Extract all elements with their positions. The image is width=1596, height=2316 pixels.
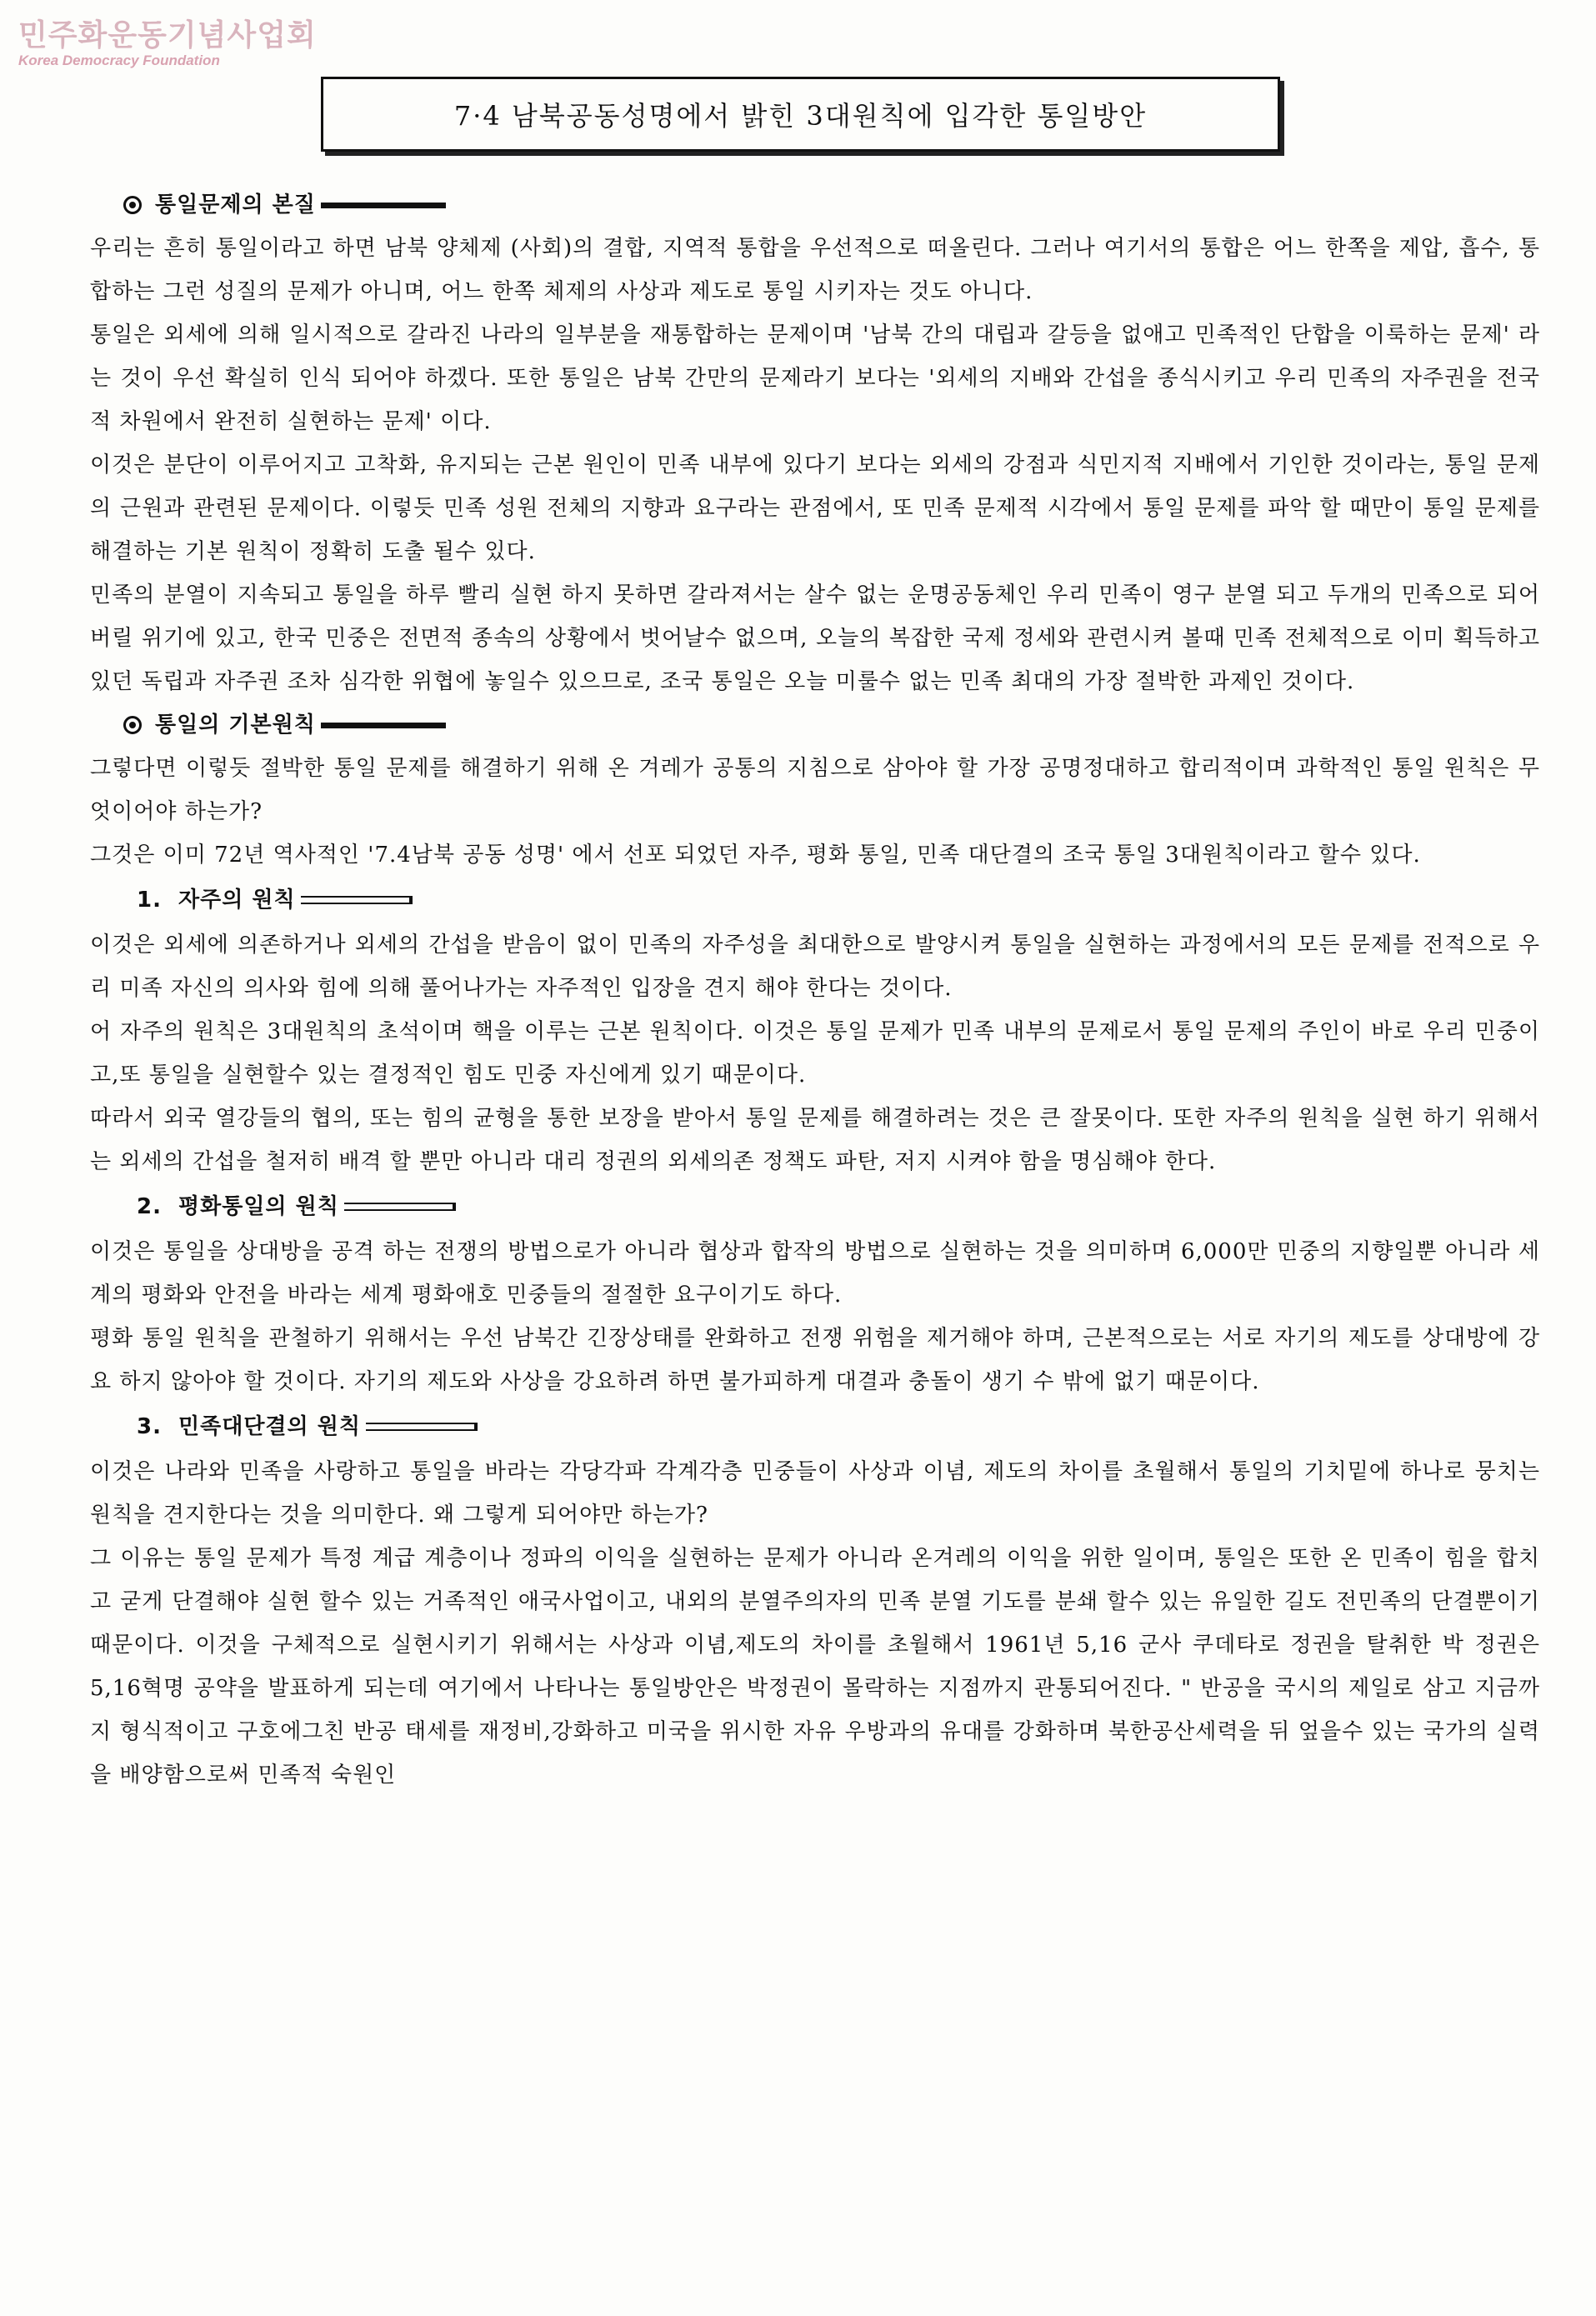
heading-underline-bar [321, 723, 446, 728]
heading-arrow-bar [301, 896, 413, 904]
paragraph: 그렇다면 이렇듯 절박한 통일 문제를 해결하기 위해 온 겨레가 공통의 지침으로 삼아야 할 가장 공명정대하고 합리적이며 과학적인 통일 원칙은 무엇이어야 하는가? [90, 756, 1540, 824]
heading-arrow-bar [366, 1423, 478, 1431]
principle-number: 1. [137, 888, 162, 913]
section-heading-text: 통일의 기본원칙 [155, 713, 316, 738]
heading-underline-bar [321, 203, 446, 208]
section-heading-basic [123, 703, 1540, 747]
paragraph: 평화 통일 원칙을 관철하기 위해서는 우선 남북간 긴장상태를 완화하고 전쟁 위험을 제거해야 하며, 근본적으로는 서로 자기의 제도를 상대방에 강요 하지 않아야 할 것이다. 자기의 제도와 사상을 강요하려 하면 불가피하게 대결과 충돌이 생기 수 밖에 없기 때문이다. [90, 1326, 1540, 1394]
circle-bullet-icon [123, 196, 142, 214]
document-body [90, 183, 1540, 1797]
principle-heading-2 [137, 1183, 1540, 1230]
principle-heading-3 [137, 1403, 1540, 1450]
principle-heading-1 [137, 877, 1540, 923]
paragraph: 그것은 이미 72년 역사적인 '7.4남북 공동 성명' 에서 선포 되었던 자주, 평화 통일, 민족 대단결의 조국 통일 3대원칙이라고 할수 있다. [90, 843, 1421, 868]
principle-heading-text: 평화통일의 원칙 [178, 1194, 339, 1219]
paragraph: 이것은 외세에 의존하거나 외세의 간섭을 받음이 없이 민족의 자주성을 최대한으로 발양시켜 통일을 실현하는 과정에서의 모든 문제를 전적으로 우리 미족 자신의 의사와 힘에 의해 풀어나가는 자주적인 입장을 견지 해야 한다는 것이다. [90, 933, 1540, 1001]
paragraph: 어 자주의 원칙은 3대원칙의 초석이며 핵을 이루는 근본 원칙이다. 이것은 통일 문제가 민족 내부의 문제로서 통일 문제의 주인이 바로 우리 민중이고,또 통일을 실현할수 있는 결정적인 힘도 민중 자신에게 있기 때문이다. [90, 1019, 1540, 1088]
heading-arrow-bar [344, 1203, 456, 1211]
logo-korean-text: 민주화운동기념사업회 [18, 18, 317, 53]
paragraph: 민족의 분열이 지속되고 통일을 하루 빨리 실현 하지 못하면 갈라져서는 살수 없는 운명공동체인 우리 민족이 영구 분열 되고 두개의 민족으로 되어 버릴 위기에 있고, 한국 민중은 전면적 종속의 상황에서 벗어날수 없으며, 오늘의 복잡한 국제 정세와 관련시켜 볼때 민족 전체적으로 이미 획득하고 있던 독립과 자주권 조차 심각한 위협에 놓일수 있으므로, 조국 통일은 오늘 미룰수 없는 민족 최대의 가장 절박한 과제인 것이다. [90, 583, 1540, 694]
principle-heading-text: 민족대단결의 원칙 [178, 1414, 361, 1439]
principle-number: 3. [137, 1414, 162, 1439]
paragraph: 그 이유는 통일 문제가 특정 계급 계층이나 정파의 이익을 실현하는 문제가 아니라 온겨레의 이익을 위한 일이며, 통일은 또한 온 민족이 힘을 합치고 굳게 단결해야 실현 할수 있는 거족적인 애국사업이고, 내외의 분열주의자의 민족 분열 기도를 분쇄 할수 있는 유일한 길도 전민족의 단결뿐이기 때문이다. 이것을 구체적으로 실현시키기 위해서는 사상과 이념,제도의 차이를 초월해서 1961년 5,16 군사 쿠데타로 정권을 탈취한 박 정권은 5,16혁명 공약을 발표하게 되는데 여기에서 나타나는 통일방안은 박정권이 몰락하는 지점까지 관통되어진다. " 반공을 국시의 제일로 삼고 지금까지 형식적이고 구호에그친 반공 태세를 재정비,강화하고 미국을 위시한 자유 우방과의 유대를 강화하며 북한공산세력을 뒤 엎을수 있는 국가의 실력을 배양함으로써 민족적 숙원인 [90, 1546, 1540, 1788]
paragraph: 따라서 외국 열강들의 협의, 또는 힘의 균형을 통한 보장을 받아서 통일 문제를 해결하려는 것은 큰 잘못이다. 또한 자주의 원칙을 실현 하기 위해서는 외세의 간섭을 철저히 배격 할 뿐만 아니라 대리 정권의 외세의존 정책도 파탄, 저지 시켜야 함을 명심해야 한다. [90, 1106, 1540, 1174]
paragraph: 이것은 통일을 상대방을 공격 하는 전쟁의 방법으로가 아니라 협상과 합작의 방법으로 실현하는 것을 의미하며 6,000만 민중의 지향일뿐 아니라 세계의 평화와 안전을 바라는 세계 평화애호 민중들의 절절한 요구이기도 하다. [90, 1239, 1540, 1308]
circle-bullet-icon [123, 716, 142, 734]
paragraph: 우리는 흔히 통일이라고 하면 남북 양체제 (사회)의 결합, 지역적 통합을 우선적으로 떠올린다. 그러나 여기서의 통합은 어느 한쪽을 제압, 흡수, 통합하는 그런 성질의 문제가 아니며, 어느 한쪽 체제의 사상과 제도로 통일 시키자는 것도 아니다. [90, 236, 1540, 304]
logo-english-text: Korea Democracy Foundation [18, 53, 220, 68]
paragraph: 통일은 외세에 의해 일시적으로 갈라진 나라의 일부분을 재통합하는 문제이며 '남북 간의 대립과 갈등을 없애고 민족적인 단합을 이룩하는 문제' 라는 것이 우선 확실히 인식 되어야 하겠다. 또한 통일은 남북 간만의 문제라기 보다는 '외세의 지배와 간섭을 종식시키고 우리 민족의 자주권을 전국적 차원에서 완전히 실현하는 문제' 이다. [90, 323, 1540, 434]
paragraph: 이것은 분단이 이루어지고 고착화, 유지되는 근본 원인이 민족 내부에 있다기 보다는 외세의 강점과 식민지적 지배에서 기인한 것이라는, 통일 문제의 근원과 관련된 문제이다. 이렇듯 민족 성원 전체의 지향과 요구라는 관점에서, 또 민족 문제적 시각에서 통일 문제를 파악 할 때만이 통일 문제를 해결하는 기본 원칙이 정확히 도출 될수 있다. [90, 453, 1540, 564]
foundation-logo [18, 12, 317, 69]
paragraph: 이것은 나라와 민족을 사랑하고 통일을 바라는 각당각파 각계각층 민중들이 사상과 이념, 제도의 차이를 초월해서 통일의 기치밑에 하나로 뭉치는 원칙을 견지한다는 것을 의미한다. 왜 그렇게 되어야만 하는가? [90, 1459, 1540, 1528]
section-heading-text: 통일문제의 본질 [155, 193, 316, 218]
principle-heading-text: 자주의 원칙 [178, 888, 296, 913]
principle-number: 2. [137, 1194, 162, 1219]
section-heading-essence [123, 183, 1540, 227]
document-title: 7·4 남북공동성명에서 밝힌 3대원칙에 입각한 통일방안 [321, 77, 1280, 152]
